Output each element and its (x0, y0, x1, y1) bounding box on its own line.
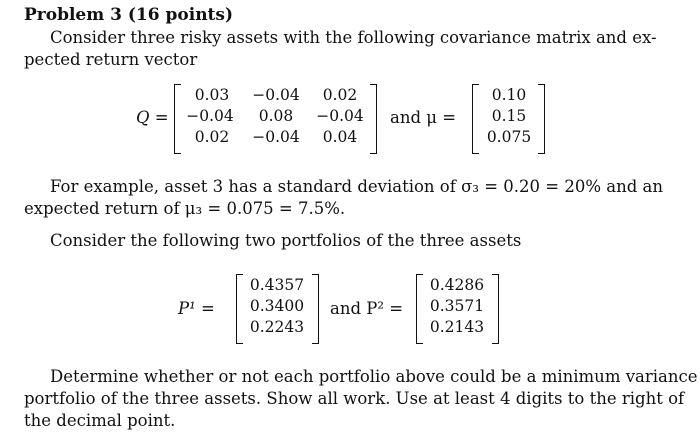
p1-right-bracket (312, 274, 319, 344)
q-label: Q = (136, 108, 169, 127)
mu-left-bracket (472, 84, 479, 154)
problem-title: Problem 3 (16 points) (24, 5, 234, 25)
and-mu-label: and μ = (390, 108, 457, 127)
mu-right-bracket (538, 84, 545, 154)
mu-cell: 0.075 (486, 128, 532, 146)
task-line-2: portfolio of the three assets. Show all work. Use at least 4 digits to the right of (24, 389, 685, 408)
q-cell: −0.04 (252, 128, 300, 146)
task-line-1: Determine whether or not each portfolio above could be a minimum variance (50, 367, 698, 386)
q-cell: −0.04 (186, 107, 234, 125)
example-line-2: expected return of μ₃ = 0.075 = 7.5%. (24, 199, 346, 218)
p1-cell: 0.2243 (249, 318, 305, 336)
p2-cell: 0.3571 (429, 297, 485, 315)
q-cell: −0.04 (252, 86, 300, 104)
p1-cell: 0.4357 (249, 276, 305, 294)
q-cell: 0.08 (258, 107, 294, 125)
mu-cell: 0.15 (491, 107, 527, 125)
p1-left-bracket (236, 274, 243, 344)
q-right-bracket (370, 84, 377, 154)
mu-cell: 0.10 (491, 86, 527, 104)
intro-line-2: pected return vector (24, 50, 198, 69)
q-cell: 0.02 (194, 128, 230, 146)
and-p2-label: and P² = (330, 299, 404, 318)
task-line-3: the decimal point. (24, 411, 176, 430)
p2-right-bracket (492, 274, 499, 344)
p1-cell: 0.3400 (249, 297, 305, 315)
q-cell: −0.04 (316, 107, 364, 125)
p2-cell: 0.2143 (429, 318, 485, 336)
q-cell: 0.03 (194, 86, 230, 104)
q-cell: 0.04 (322, 128, 358, 146)
p1-label: P¹ = (178, 299, 215, 318)
intro-line-1: Consider three risky assets with the following covariance matrix and ex- (50, 28, 657, 47)
p2-left-bracket (416, 274, 423, 344)
p2-cell: 0.4286 (429, 276, 485, 294)
example-line-1: For example, asset 3 has a standard deviation of σ₃ = 0.20 = 20% and an (50, 177, 663, 196)
portfolios-intro: Consider the following two portfolios of the three assets (50, 231, 522, 250)
q-cell: 0.02 (322, 86, 358, 104)
